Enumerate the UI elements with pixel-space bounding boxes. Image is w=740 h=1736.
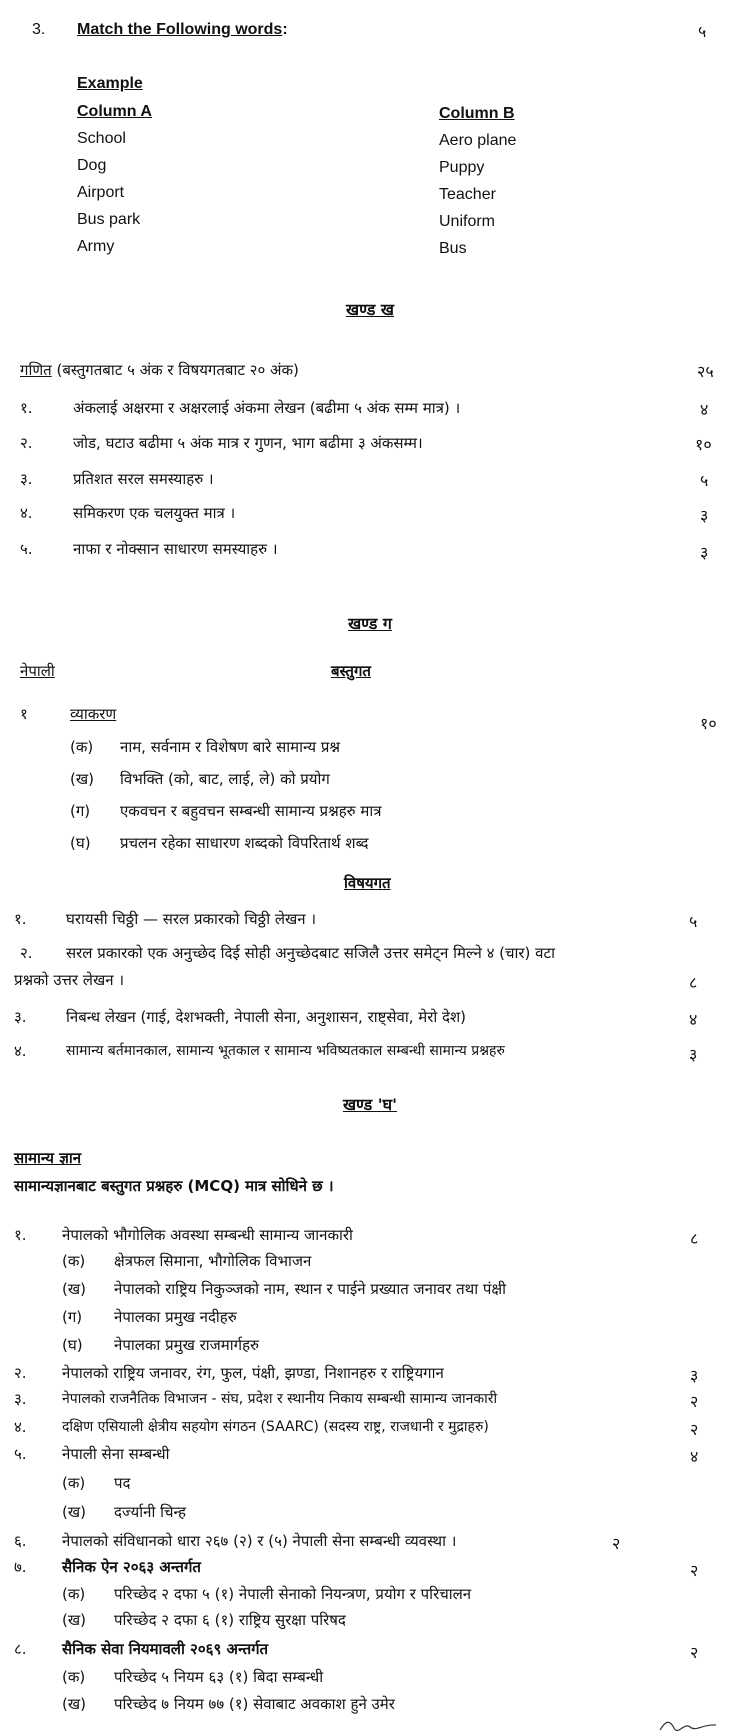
handwritten-signature bbox=[658, 1718, 718, 1732]
grammar-mark: १० bbox=[700, 714, 717, 733]
gk-item-mark: २ bbox=[690, 1561, 699, 1580]
nepali-item-mark: ४ bbox=[689, 1010, 698, 1029]
gk-sub-number: (ग) bbox=[62, 1308, 83, 1326]
gk-sub-number: (ख) bbox=[62, 1280, 86, 1298]
column-b-item: Aero plane bbox=[439, 132, 517, 149]
nepali-item-text: सामान्य बर्तमानकाल, सामान्य भूतकाल र सामान्य भविष्यतकाल सम्बन्धी सामान्य प्रश्नहरु bbox=[66, 1043, 505, 1059]
grammar-sub-text: नाम, सर्वनाम र विशेषण बारे सामान्य प्रश्न bbox=[120, 738, 341, 756]
gk-sub-number: (ख) bbox=[62, 1503, 86, 1521]
math-item-text: प्रतिशत सरल समस्याहरु । bbox=[73, 470, 214, 488]
gk-sub-text: दर्ज्यानी चिन्ह bbox=[114, 1503, 186, 1521]
nepali-item-mark: ५ bbox=[689, 912, 698, 931]
column-a-item: Army bbox=[77, 238, 115, 255]
math-subject-detail: (बस्तुगतबाट ५ अंक र विषयगतबाट २० अंक) bbox=[51, 361, 299, 379]
math-item-text: जोड, घटाउ बढीमा ५ अंक मात्र र गुणन, भाग बढीमा ३ अंकसम्म। bbox=[73, 434, 423, 452]
grammar-sub-number: (घ) bbox=[70, 834, 91, 852]
gk-item-mark: २ bbox=[690, 1392, 699, 1411]
objective-heading: बस्तुगत bbox=[331, 662, 371, 680]
gk-sub-text: परिच्छेद ५ नियम ६३ (१) बिदा सम्बन्धी bbox=[114, 1668, 324, 1686]
section-ga-heading: खण्ड ग bbox=[348, 614, 392, 633]
gk-sub-text: परिच्छेद २ दफा ६ (१) राष्ट्रिय सुरक्षा परिषद bbox=[114, 1611, 346, 1629]
column-b-item: Uniform bbox=[439, 213, 496, 230]
gk-sub-number: (क) bbox=[62, 1252, 86, 1270]
gk-item-mark: ८ bbox=[690, 1229, 699, 1248]
grammar-sub-text: एकवचन र बहुवचन सम्बन्धी सामान्य प्रश्नहरु मात्र bbox=[120, 802, 382, 820]
gk-item-mark: २ bbox=[690, 1420, 699, 1439]
gk-item-number: ५. bbox=[14, 1445, 27, 1463]
nepali-item-text-continued: प्रश्नको उत्तर लेखन । bbox=[14, 971, 125, 989]
nepali-item-number: ४. bbox=[14, 1042, 27, 1060]
q3-mark: ५ bbox=[698, 22, 707, 41]
nepali-item-text: निबन्ध लेखन (गाई, देशभक्ती, नेपाली सेना, अनुशासन, राष्ट्सेवा, मेरो देश) bbox=[66, 1008, 467, 1026]
column-b-item: Bus bbox=[439, 240, 467, 257]
nepali-item-text: सरल प्रकारको एक अनुच्छेद दिई सोही अनुच्छेदबाट सजिलै उत्तर समेट्न मिल्ने ४ (चार) वटा bbox=[66, 944, 555, 962]
math-subject-line bbox=[20, 363, 299, 378]
gk-item-mark: २ bbox=[690, 1643, 699, 1662]
gk-sub-number: (घ) bbox=[62, 1336, 83, 1354]
q3-colon: : bbox=[282, 21, 288, 38]
column-a-header: Column A bbox=[77, 103, 152, 120]
gk-sub-number: (क) bbox=[62, 1474, 86, 1492]
grammar-sub-number: (ग) bbox=[70, 802, 91, 820]
math-item-number: ३. bbox=[20, 470, 33, 488]
math-item-number: २. bbox=[20, 434, 33, 452]
gk-sub-text: परिच्छेद ७ नियम ७७ (१) सेवाबाट अवकाश हुने उमेर bbox=[114, 1695, 395, 1713]
section-kha-heading: खण्ड ख bbox=[346, 300, 394, 319]
gk-sub-text: नेपालका प्रमुख नदीहरु bbox=[114, 1308, 237, 1326]
q3-title-wrap bbox=[77, 22, 288, 38]
column-b-header: Column B bbox=[439, 105, 515, 122]
grammar-sub-number: (ख) bbox=[70, 770, 94, 788]
gk-sub-number: (क) bbox=[62, 1668, 86, 1686]
gk-item-text: नेपालको राजनैतिक विभाजन - संघ, प्रदेश र स्थानीय निकाय सम्बन्धी सामान्य जानकारी bbox=[62, 1391, 498, 1407]
gk-item-text: सैनिक ऐन २०६३ अन्तर्गत bbox=[62, 1558, 201, 1576]
math-item-mark: ३ bbox=[700, 543, 709, 562]
section-gha-heading: खण्ड 'घ' bbox=[342, 1095, 398, 1114]
math-mark: २५ bbox=[697, 362, 714, 381]
q3-number: 3. bbox=[32, 21, 46, 38]
gk-item-text: नेपालको भौगोलिक अवस्था सम्बन्धी सामान्य जानकारी bbox=[62, 1226, 353, 1244]
math-item-text: नाफा र नोक्सान साधारण समस्याहरु । bbox=[73, 540, 278, 558]
gk-sub-number: (ख) bbox=[62, 1695, 86, 1713]
grammar-sub-text: प्रचलन रहेका साधारण शब्दको विपरितार्थ शब्द bbox=[120, 834, 369, 852]
gk-item-number: ८. bbox=[14, 1640, 27, 1658]
math-item-number: १. bbox=[20, 399, 33, 417]
q3-title: Match the Following words bbox=[77, 21, 283, 38]
nepali-subject: नेपाली bbox=[20, 662, 55, 680]
gk-note: सामान्यज्ञानबाट बस्तुगत प्रश्नहरु (MCQ) मात्र सोधिने छ । bbox=[14, 1177, 334, 1195]
math-item-mark: ३ bbox=[700, 506, 709, 525]
grammar-number: १ bbox=[20, 705, 28, 723]
nepali-item-mark: ८ bbox=[689, 973, 698, 992]
gk-sub-text: परिच्छेद २ दफा ५ (१) नेपाली सेनाको नियन्त्रण, प्रयोग र परिचालन bbox=[114, 1585, 472, 1603]
nepali-item-text: घरायसी चिठ्ठी — सरल प्रकारको चिठ्ठी लेखन । bbox=[66, 910, 317, 928]
grammar-heading: व्याकरण bbox=[70, 705, 117, 723]
grammar-sub-number: (क) bbox=[70, 738, 94, 756]
nepali-item-mark: ३ bbox=[689, 1045, 698, 1064]
gk-item-text: दक्षिण एसियाली क्षेत्रीय सहयोग संगठन (SAARC) (सदस्य राष्ट्र, राजधानी र मुद्राहरु) bbox=[62, 1419, 489, 1435]
gk-sub-number: (क) bbox=[62, 1585, 86, 1603]
math-item-mark: ५ bbox=[700, 471, 709, 490]
math-subject: गणित bbox=[20, 361, 52, 379]
gk-item-number: ३. bbox=[14, 1390, 27, 1408]
gk-item-text: नेपाली सेना सम्बन्धी bbox=[62, 1445, 170, 1463]
math-item-text: अंकलाई अक्षरमा र अक्षरलाई अंकमा लेखन (बढीमा ५ अंक सम्म मात्र) । bbox=[73, 399, 461, 417]
gk-sub-number: (ख) bbox=[62, 1611, 86, 1629]
subjective-heading: विषयगत bbox=[344, 874, 391, 892]
gk-item-mark: २ bbox=[612, 1534, 621, 1553]
column-a-item: School bbox=[77, 130, 126, 147]
gk-item-text: सैनिक सेवा नियमावली २०६९ अन्तर्गत bbox=[62, 1640, 269, 1658]
gk-item-text: नेपालको संविधानको धारा २६७ (२) र (५) नेपाली सेना सम्बन्धी व्यवस्था । bbox=[62, 1532, 457, 1550]
math-item-mark: १० bbox=[695, 435, 712, 454]
gk-item-number: ६. bbox=[14, 1532, 27, 1550]
math-item-mark: ४ bbox=[700, 400, 709, 419]
column-a-item: Dog bbox=[77, 157, 107, 174]
column-b-item: Puppy bbox=[439, 159, 485, 176]
nepali-item-number: २. bbox=[20, 944, 33, 962]
nepali-item-number: १. bbox=[14, 910, 27, 928]
gk-sub-text: नेपालका प्रमुख राजमार्गहरु bbox=[114, 1336, 260, 1354]
gk-item-number: २. bbox=[14, 1364, 27, 1382]
gk-sub-text: पद bbox=[114, 1474, 131, 1492]
gk-sub-text: क्षेत्रफल सिमाना, भौगोलिक विभाजन bbox=[114, 1252, 312, 1270]
math-item-text: समिकरण एक चलयुक्त मात्र । bbox=[73, 504, 236, 522]
gk-sub-text: नेपालको राष्ट्रिय निकुञ्जको नाम, स्थान र पाईने प्रख्यात जनावर तथा पंक्षी bbox=[114, 1280, 507, 1298]
column-a-item: Bus park bbox=[77, 211, 141, 228]
gk-item-mark: ४ bbox=[690, 1447, 699, 1466]
math-item-number: ४. bbox=[20, 504, 33, 522]
nepali-item-number: ३. bbox=[14, 1008, 27, 1026]
column-b-item: Teacher bbox=[439, 186, 496, 203]
column-a-item: Airport bbox=[77, 184, 125, 201]
gk-item-number: ४. bbox=[14, 1418, 27, 1436]
example-label: Example bbox=[77, 75, 143, 92]
math-item-number: ५. bbox=[20, 540, 33, 558]
gk-item-text: नेपालको राष्ट्रिय जनावर, रंग, फुल, पंक्षी, झण्डा, निशानहरु र राष्ट्रियगान bbox=[62, 1364, 444, 1382]
grammar-sub-text: विभक्ति (को, बाट, लाई, ले) को प्रयोग bbox=[120, 770, 330, 788]
gk-item-mark: ३ bbox=[690, 1366, 699, 1385]
gk-item-number: ७. bbox=[14, 1558, 27, 1576]
gk-subject: सामान्य ज्ञान bbox=[14, 1149, 82, 1167]
gk-item-number: १. bbox=[14, 1226, 27, 1244]
